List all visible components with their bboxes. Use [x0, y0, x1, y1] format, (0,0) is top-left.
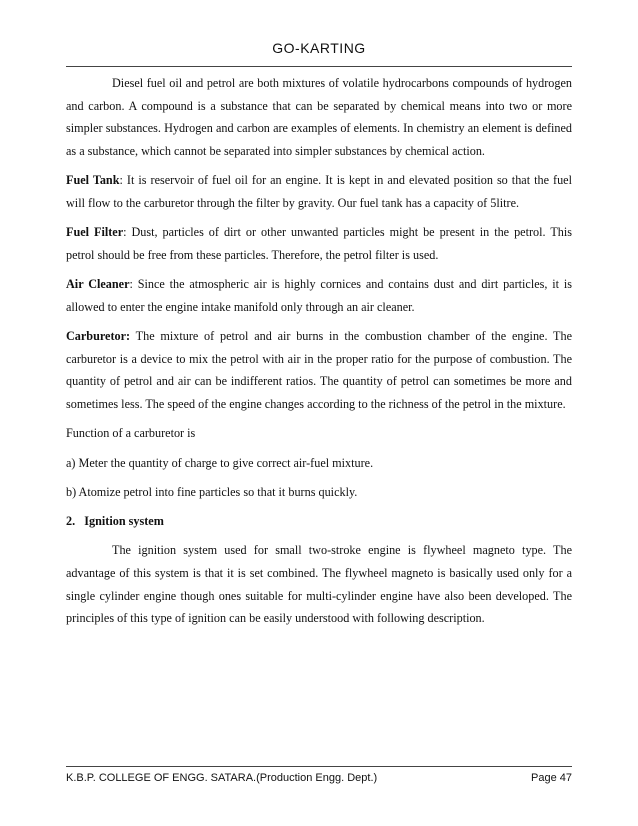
carburetor-text: The mixture of petrol and air burns in the combustion chamber of the engine. The carburetor is a device to mix the petrol with air in the proper ratio for the purpose of combustion. The quantity of petrol and air can be indifferent ratios. The quantity of petrol can sometimes be more and sometimes less. The speed of the engine changes according to the richness of the petrol in the mixture. [66, 329, 572, 412]
fuel-filter-term: Fuel Filter [66, 225, 124, 240]
function-item-b: b) Atomize petrol into fine particles so that it burns quickly. [66, 484, 358, 499]
page-header-title: GO-KARTING [272, 40, 366, 56]
ignition-paragraph: The ignition system used for small two-stroke engine is flywheel magneto type. The advantage of this system is that it is set combined. The flywheel magneto is basically used only for a single cylinder engine though ones suitable for multi-cylinder engine have also been developed. The principles of this type of ignition can be easily understood with following description. [66, 543, 572, 626]
page-body [66, 72, 572, 636]
header-divider [66, 66, 572, 67]
page-number: Page 47 [531, 772, 572, 784]
footer-institution: K.B.P. COLLEGE OF ENGG. SATARA.(Production Engg. Dept.) [66, 772, 378, 784]
function-item-a: a) Meter the quantity of charge to give correct air-fuel mixture. [66, 455, 374, 470]
air-cleaner-paragraph [66, 273, 572, 318]
air-cleaner-term: Air Cleaner [66, 277, 130, 292]
footer-divider [66, 766, 572, 767]
section-heading-ignition: 2. Ignition system [66, 513, 164, 528]
fuel-tank-text: : It is reservoir of fuel oil for an engine. It is kept in and elevated position so that the fuel will flow to the carburetor through the filter by gravity. Our fuel tank has a capacity of 5litre. [66, 173, 572, 211]
carburetor-term: Carburetor: [66, 329, 131, 344]
page-footer [66, 772, 572, 784]
fuel-tank-term: Fuel Tank [66, 173, 120, 188]
fuel-filter-paragraph [66, 221, 572, 266]
air-cleaner-text: : Since the atmospheric air is highly cornices and contains dust and dirt particles, it is allowed to enter the engine intake manifold only through an air cleaner. [66, 277, 572, 314]
fuel-filter-text: : Dust, particles of dirt or other unwanted particles might be present in the petrol. This petrol should be free from these particles. Therefore, the petrol filter is used. [66, 225, 572, 262]
function-intro: Function of a carburetor is [66, 426, 196, 441]
carburetor-paragraph [66, 325, 572, 416]
fuel-tank-paragraph [66, 169, 572, 214]
intro-paragraph: Diesel fuel oil and petrol are both mixtures of volatile hydrocarbons compounds of hydrogen and carbon. A compound is a substance that can be separated by chemical means into two or more simpler substances. Hydrogen and carbon are examples of elements. In chemistry an element is defined as a substance, which cannot be separated into simpler substances by chemical action. [66, 76, 572, 159]
